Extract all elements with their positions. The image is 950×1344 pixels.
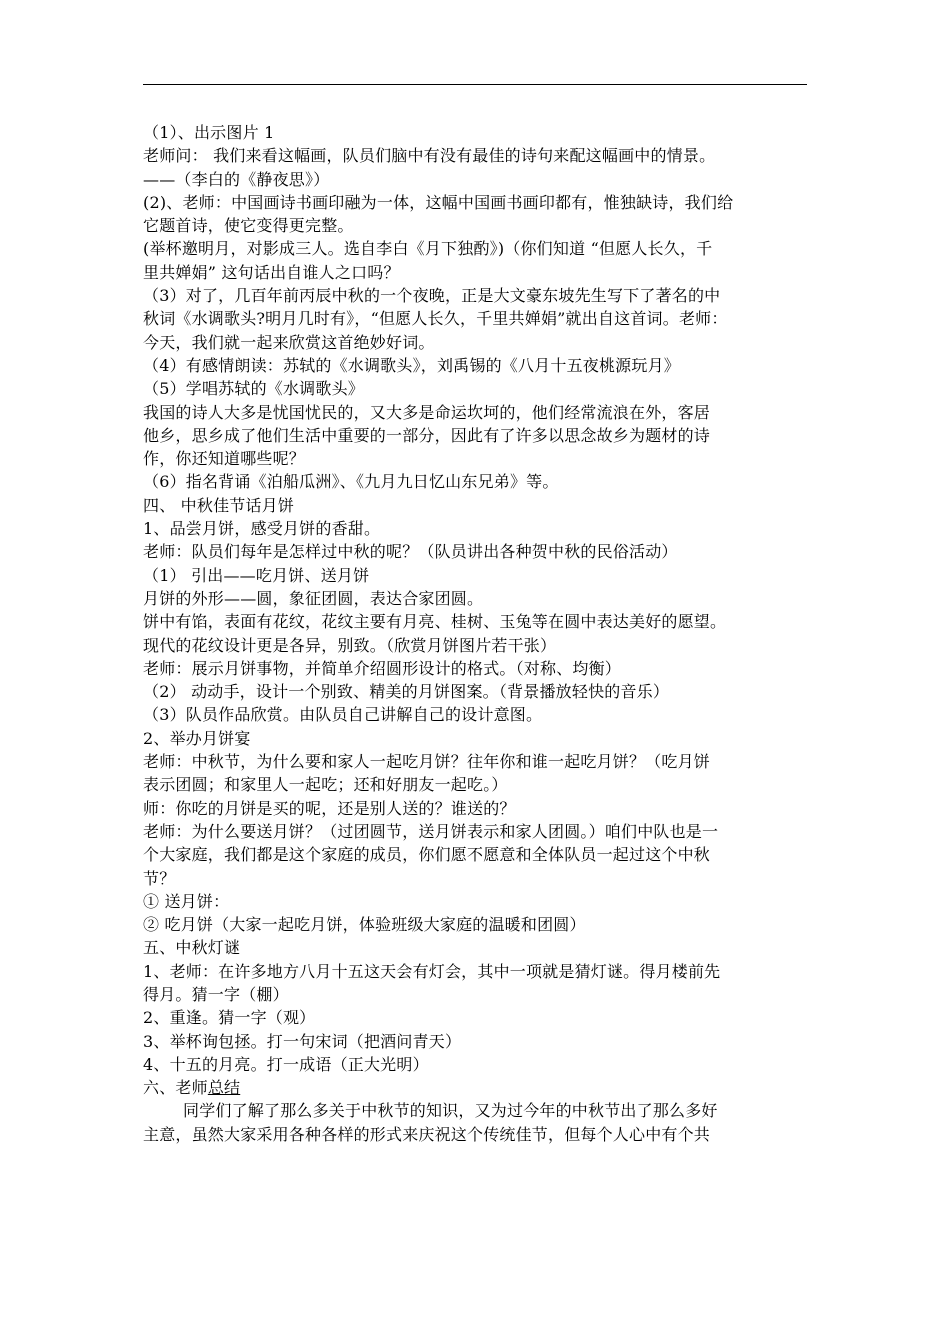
text-line: （5）学唱苏轼的《水调歌头》 bbox=[143, 379, 364, 399]
text-line: (2)、老师：中国画诗书画印融为一体，这幅中国画书画印都有，惟独缺诗，我们给 bbox=[143, 192, 734, 212]
text-line: （6）指名背诵《泊船瓜洲》、《九月九日忆山东兄弟》等。 bbox=[143, 472, 559, 492]
text-line: 老师：展示月饼事物，并简单介绍圆形设计的格式。（对称、均衡） bbox=[143, 658, 622, 678]
text-line: 节？ bbox=[143, 868, 176, 888]
text-line: ① 送月饼： bbox=[143, 891, 230, 911]
text-line: 饼中有馅，表面有花纹，花纹主要有月亮、桂树、玉兔等在圆中表达美好的愿望。 bbox=[143, 612, 727, 632]
text-line: （2） 动动手，设计一个别致、精美的月饼图案。（背景播放轻快的音乐） bbox=[143, 682, 670, 702]
text-line: 今天，我们就一起来欣赏这首绝妙好词。 bbox=[143, 332, 435, 352]
text-line: ——（李白的《静夜思》） bbox=[143, 169, 330, 189]
text-line: 得月。猜一字（棚） bbox=[143, 984, 289, 1004]
text-line: 月饼的外形——圆，象征团圆，表达合家团圆。 bbox=[143, 588, 484, 608]
text-line: 表示团圆；和家里人一起吃；还和好朋友一起吃。） bbox=[143, 775, 508, 795]
text-line: 它题首诗，使它变得更完整。 bbox=[143, 216, 354, 236]
text-line: （1）、出示图片 1 bbox=[143, 123, 275, 142]
text-line: 1、老师：在许多地方八月十五这天会有灯会，其中一项就是猜灯谜。得月楼前先 bbox=[143, 961, 721, 981]
heading-prefix: 六、老师 bbox=[143, 1078, 208, 1098]
text-line: 现代的花纹设计更是各异，别致。（欣赏月饼图片若干张） bbox=[143, 635, 557, 655]
text-line: 2、举办月饼宴 bbox=[143, 728, 251, 748]
text-line: 老师：为什么要送月饼？（过团圆节，送月饼表示和家人团圆。）咱们中队也是一 bbox=[143, 821, 719, 841]
text-line: 2、重逢。猜一字（观） bbox=[143, 1008, 316, 1028]
text-line: 4、十五的月亮。打一成语（正大光明） bbox=[143, 1054, 429, 1074]
text-line: 师：你吃的月饼是买的呢，还是别人送的？谁送的？ bbox=[143, 798, 516, 818]
section-heading bbox=[143, 1076, 811, 1099]
text-line: 秋词《水调歌头?明月几时有》，“但愿人长久，千里共婵娟”就出自这首词。老师： bbox=[143, 309, 728, 329]
text-line: 作，你还知道哪些呢？ bbox=[143, 449, 306, 469]
text-line: （3）队员作品欣赏。由队员自己讲解自己的设计意图。 bbox=[143, 705, 543, 725]
text-line: 里共婵娟” 这句话出自谁人之口吗？ bbox=[143, 262, 400, 282]
text-line: 老师问： 我们来看这幅画，队员们脑中有没有最佳的诗句来配这幅画中的情景。 bbox=[143, 146, 716, 166]
header-rule bbox=[143, 84, 807, 85]
text-line: （3）对了，几百年前丙辰中秋的一个夜晚，正是大文豪东坡先生写下了著名的中 bbox=[143, 286, 721, 306]
section-heading: 五、中秋灯谜 bbox=[143, 938, 241, 958]
text-line: （4）有感情朗读：苏轼的《水调歌头》，刘禹锡的《八月十五夜桃源玩月》 bbox=[143, 355, 680, 375]
text-line: 主意，虽然大家采用各种各样的形式来庆祝这个传统佳节，但每个人心中有个共 bbox=[143, 1124, 711, 1144]
text-line: 我国的诗人大多是忧国忧民的，又大多是命运坎坷的，他们经常流浪在外，客居 bbox=[143, 402, 711, 422]
text-line: 个大家庭，我们都是这个家庭的成员，你们愿不愿意和全体队员一起过这个中秋 bbox=[143, 845, 711, 865]
document-body bbox=[143, 121, 811, 1146]
text-line: (举杯邀明月，对影成三人。选自李白《月下独酌》)（你们知道 “但愿人长久，千 bbox=[143, 239, 713, 259]
text-line: 同学们了解了那么多关于中秋节的知识，又为过今年的中秋节出了那么多好 bbox=[183, 1101, 718, 1121]
text-line: 老师：中秋节，为什么要和家人一起吃月饼？往年你和谁一起吃月饼？（吃月饼 bbox=[143, 752, 711, 772]
text-line: 他乡，思乡成了他们生活中重要的一部分，因此有了许多以思念故乡为题材的诗 bbox=[143, 425, 711, 445]
text-line: 1、品尝月饼，感受月饼的香甜。 bbox=[143, 519, 381, 539]
section-heading: 四、 中秋佳节话月饼 bbox=[143, 495, 295, 515]
text-line: ② 吃月饼（大家一起吃月饼，体验班级大家庭的温暖和团圆） bbox=[143, 915, 586, 935]
text-line: 3、举杯询包拯。打一句宋词（把酒问青天） bbox=[143, 1031, 462, 1051]
text-line: 老师：队员们每年是怎样过中秋的呢？（队员讲出各种贺中秋的民俗活动） bbox=[143, 542, 678, 562]
summary-link[interactable]: 总结 bbox=[207, 1078, 241, 1098]
text-line: （1） 引出——吃月饼、送月饼 bbox=[143, 565, 370, 585]
